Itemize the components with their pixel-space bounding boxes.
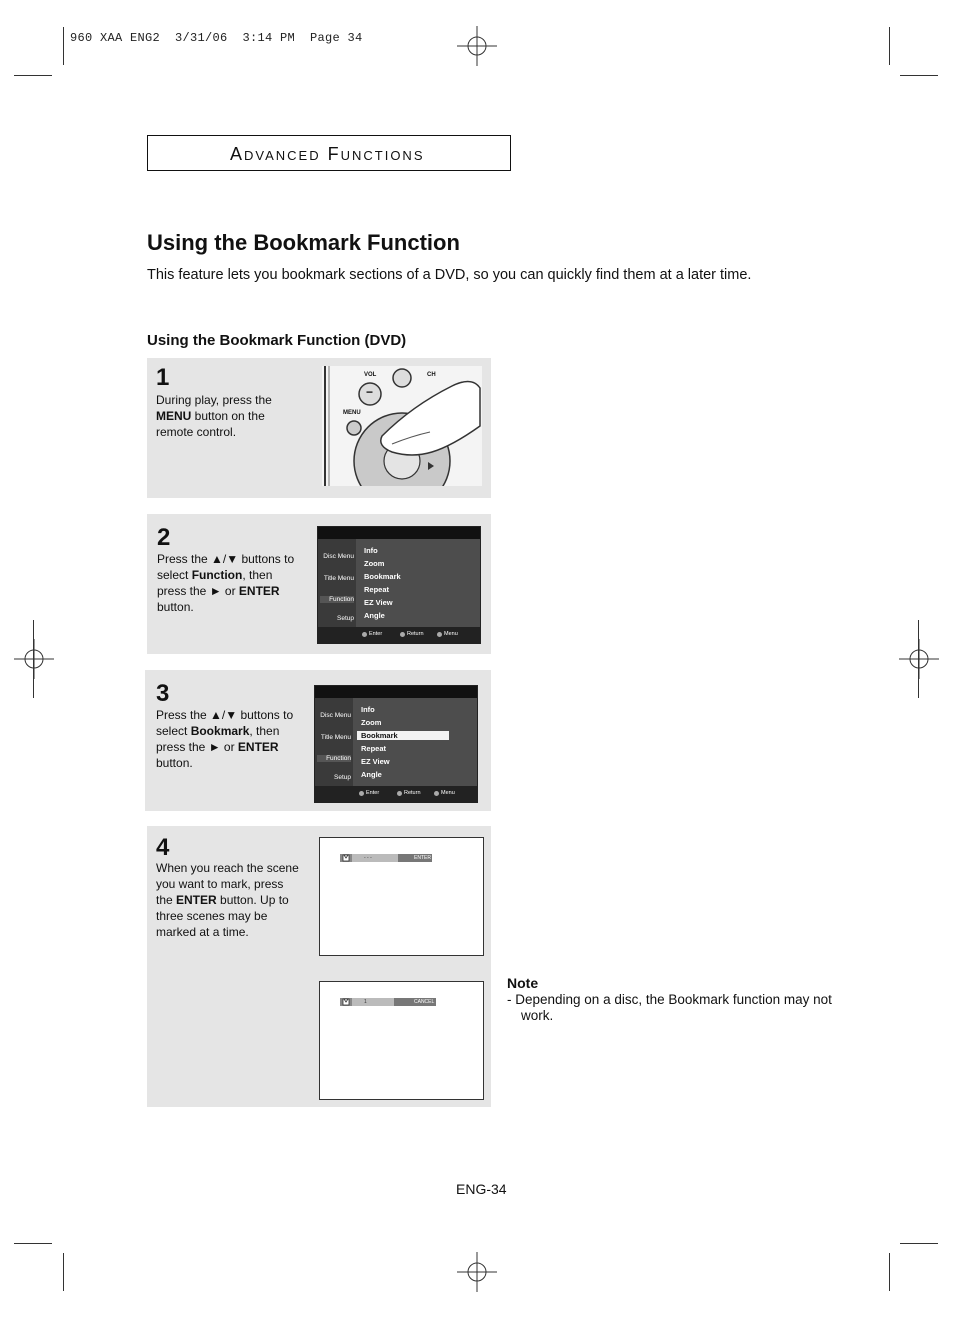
step-3-text: Press the ▲/▼ buttons to select Bookmark, then press the ► or ENTER button. xyxy=(156,708,294,770)
menu-item-info: Info xyxy=(361,705,375,714)
crop-mark xyxy=(63,1253,64,1291)
footer-enter: Enter xyxy=(369,631,383,637)
menu-item-zoom: Zoom xyxy=(364,559,385,568)
crop-mark xyxy=(14,1243,52,1244)
menu-item-ez-view: EZ View xyxy=(361,757,390,766)
step-4-text: When you reach the scene you want to mark, press the ENTER button. Up to three scenes may be marked at a time. xyxy=(156,861,299,939)
print-header: 960 XAA ENG2 3/31/06 3:14 PM Page 34 xyxy=(70,31,363,45)
registration-mark-icon xyxy=(14,639,54,679)
step-3-panel xyxy=(145,670,491,811)
remote-illustration xyxy=(322,366,482,486)
menu-item-angle: Angle xyxy=(361,770,382,779)
minus-symbol: − xyxy=(366,385,374,399)
side-setup: Setup xyxy=(337,615,354,622)
menu-footer xyxy=(315,786,477,802)
side-title-menu: Title Menu xyxy=(320,734,351,741)
step-2-text: Press the ▲/▼ buttons to select Function, then press the ► or ENTER button. xyxy=(157,552,295,614)
side-disc-menu: Disc Menu xyxy=(323,553,354,560)
side-function: Function xyxy=(320,596,354,603)
intro-text: This feature lets you bookmark sections of a DVD, so you can quickly find them at a later time. xyxy=(147,267,752,283)
footer-menu: Menu xyxy=(444,631,458,637)
footer-enter: Enter xyxy=(366,790,380,796)
footer-return: Return xyxy=(407,631,424,637)
menu-item-info: Info xyxy=(364,546,378,555)
bookmark-screen-empty xyxy=(319,837,484,956)
note-text: - Depending on a disc, the Bookmark function may not work. xyxy=(507,992,832,1023)
menu-item-zoom: Zoom xyxy=(361,718,382,727)
menu-item-bookmark: Bookmark xyxy=(364,572,401,581)
bookmark-screen-marked xyxy=(319,981,484,1100)
crop-mark xyxy=(63,27,64,65)
menu-sidebar xyxy=(315,698,353,786)
registration-mark-icon xyxy=(899,639,939,679)
crop-mark xyxy=(33,620,34,698)
crop-mark xyxy=(900,1243,938,1244)
crop-mark xyxy=(889,1253,890,1291)
step-1-panel xyxy=(147,358,491,498)
crop-mark xyxy=(900,75,938,76)
step-1-text: During play, press the MENU button on the remote control. xyxy=(156,393,272,439)
function-menu-screen xyxy=(317,526,481,644)
registration-mark-icon xyxy=(457,26,497,66)
page-title: Using the Bookmark Function xyxy=(147,230,460,255)
step-number: 3 xyxy=(156,680,170,707)
bookmark-icon xyxy=(341,854,351,862)
menu-label: MENU xyxy=(343,410,361,416)
footer-menu: Menu xyxy=(441,790,455,796)
side-function: Function xyxy=(317,755,351,762)
note-title: Note xyxy=(507,975,539,991)
menu-footer xyxy=(318,627,480,643)
step-4-panel xyxy=(147,826,491,1107)
side-disc-menu: Disc Menu xyxy=(320,712,351,719)
step-number: 1 xyxy=(156,364,170,391)
bookmark-menu-screen xyxy=(314,685,478,803)
ch-label: CH xyxy=(427,372,436,378)
bookmark-icon xyxy=(341,998,351,1006)
enter-button-label: ENTER xyxy=(414,855,431,861)
menu-item-angle: Angle xyxy=(364,611,385,620)
menu-item-repeat: Repeat xyxy=(361,744,387,753)
menu-item-bookmark-selected: Bookmark xyxy=(357,731,449,740)
step-number: 4 xyxy=(156,834,170,861)
crop-mark xyxy=(918,620,919,698)
bookmark-slots: - - - xyxy=(364,855,372,861)
side-title-menu: Title Menu xyxy=(323,575,354,582)
footer-return: Return xyxy=(404,790,421,796)
menu-item-repeat: Repeat xyxy=(364,585,390,594)
crop-mark xyxy=(14,75,52,76)
bookmark-bar xyxy=(340,998,436,1006)
page-number: ENG-34 xyxy=(456,1181,507,1197)
cancel-button-label: CANCEL xyxy=(414,999,435,1005)
remote-control-icon xyxy=(322,366,482,486)
bookmark-bar xyxy=(340,854,432,862)
section-title: Advanced Functions xyxy=(230,144,425,164)
step-2-panel xyxy=(147,514,491,654)
menu-sidebar xyxy=(318,539,356,627)
step-number: 2 xyxy=(157,524,171,551)
bookmark-slot-1: 1 xyxy=(364,999,367,1005)
subsection-title: Using the Bookmark Function (DVD) xyxy=(147,332,407,349)
vol-label: VOL xyxy=(364,372,377,378)
registration-mark-icon xyxy=(457,1252,497,1292)
side-setup: Setup xyxy=(334,774,351,781)
menu-item-ez-view: EZ View xyxy=(364,598,393,607)
crop-mark xyxy=(889,27,890,65)
